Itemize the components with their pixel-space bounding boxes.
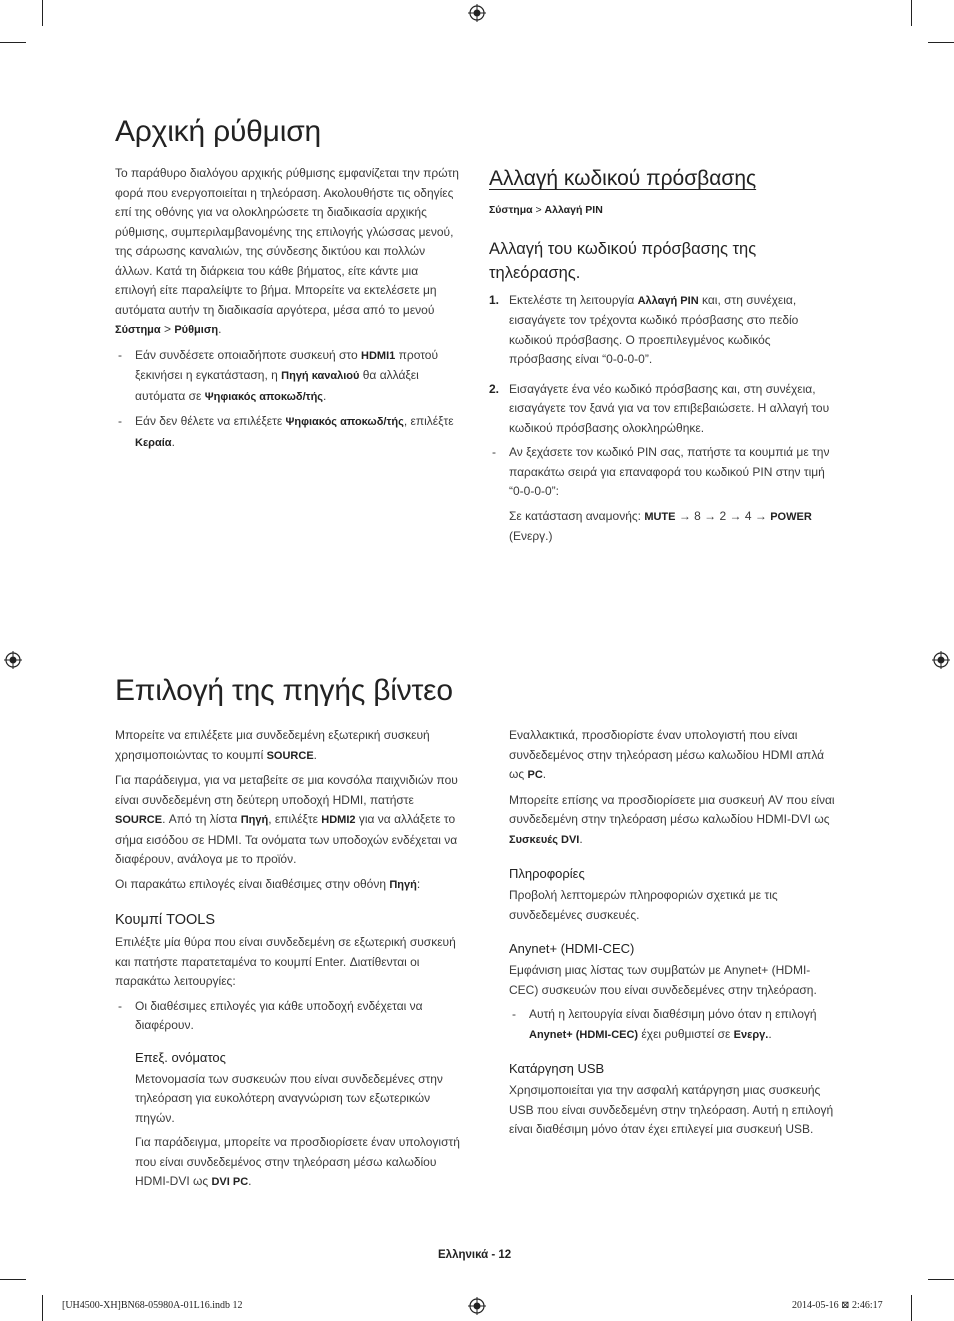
registration-mark-icon xyxy=(468,1297,486,1315)
crop-mark xyxy=(0,1279,26,1280)
info-heading: Πληροφορίες xyxy=(509,866,585,881)
note-antenna: - Εάν δεν θέλετε να επιλέξετε Ψηφιακός αποκωδ/τής, επιλέξτε Κεραία. xyxy=(118,414,454,449)
change-pin-subtitle: Αλλαγή του κωδικού πρόσβασης της τηλεόρασης. xyxy=(489,239,757,282)
tools-heading: Κουμπί TOOLS xyxy=(115,912,215,928)
page-title-initial-setup: Αρχική ρύθμιση xyxy=(115,115,322,148)
print-slug-right: 2014-05-16 ⊠ 2:46:17 xyxy=(792,1300,883,1311)
usb-heading: Κατάργηση USB xyxy=(509,1061,605,1076)
crop-mark xyxy=(911,0,912,26)
crop-mark xyxy=(42,0,43,26)
video-source-left-column xyxy=(115,726,460,1198)
info-description: Προβολή λεπτομερών πληροφοριών σχετικά με τις συνδεδεμένες συσκευές. xyxy=(509,888,778,922)
tools-note: - Οι διαθέσιμες επιλογές για κάθε υποδοχή ενδέχεται να διαφέρουν. xyxy=(118,998,423,1032)
page-title-video-source: Επιλογή της πηγής βίντεο xyxy=(115,674,453,707)
initial-setup-intro: Το παράθυρο διαλόγου αρχικής ρύθμισης εμφανίζεται την πρώτη φορά που ενεργοποιείται η τηλεόραση. Ακολουθήστε τις οδηγίες επί της οθόνης για να ολοκληρώσετε τη διαδικασία αρχικής ρύθμισης, συμπεριλαμβανομένης της επιλογής γλώσσας μενού, της σάρωσης καναλιών, της σύνδεσης δικτύου και πολλών άλλων. Κατά τη διάρκεια του κάθε βήματος, είτε κάντε μια επιλογή είτε παραλείψτε το βήμα. Μπορείτε να εκτελέσετε μη αυτόματα αυτήν τη διαδικασία αργότερα, μέσα από το μενού Σύστημα > Ρύθμιση. xyxy=(115,166,459,336)
print-slug-left: [UH4500-XH]BN68-05980A-01L16.indb 12 xyxy=(62,1300,243,1311)
edit-name-block xyxy=(115,1048,460,1193)
crop-mark xyxy=(911,1295,912,1321)
initial-setup-column xyxy=(115,164,460,458)
crop-mark xyxy=(928,42,954,43)
edit-name-description: Μετονομασία των συσκευών που είναι συνδεδεμένες στην τηλεόραση για ευκολότερη αναγνώριση των εξωτερικών πηγών. xyxy=(135,1071,443,1125)
alt-pc: Εναλλακτικά, προσδιορίστε έναν υπολογιστή που είναι συνδεδεμένος στην τηλεόραση μέσω καλωδίου HDMI απλά ως PC. xyxy=(509,728,825,781)
anynet-heading: Anynet+ (HDMI-CEC) xyxy=(509,941,635,956)
video-source-right-column xyxy=(509,726,839,1145)
source-example: Για παράδειγμα, για να μεταβείτε σε μια κονσόλα παιχνιδιών που είναι συνδεδεμένη στη δεύτερη υποδοχή HDMI, πατήστε SOURCE. Από τη λίστα Πηγή, επιλέξτε HDMI2 για να αλλάξετε το σήμα εισόδου σε HDMI. Τα ονόματα των υποδοχών ενδέχεται να διαφέρουν, ανάλογα με το προϊόν. xyxy=(115,773,458,866)
registration-mark-icon xyxy=(4,651,22,669)
change-pin-heading: Αλλαγή κωδικού πρόσβασης xyxy=(489,167,757,190)
anynet-description: Εμφάνιση μιας λίστας των συμβατών με Anynet+ (HDMI-CEC) συσκευών που είναι συνδεδεμένες στην τηλεόραση. xyxy=(509,963,817,997)
page-number: Ελληνικά - 12 xyxy=(438,1249,512,1261)
step-1: 1. Εκτελέστε τη λειτουργία Αλλαγή PIN και, στη συνέχεια, εισαγάγετε τον τρέχοντα κωδικό πρόσβασης στο πεδίο κωδικού πρόσβασης. Ο προεπιλεγμένος κωδικός πρόσβασης είναι “0-0-0-0”. xyxy=(489,292,799,366)
breadcrumb: Σύστημα > Αλλαγή PIN xyxy=(489,204,603,216)
edit-name-heading: Επεξ. ονόματος xyxy=(135,1049,226,1065)
usb-description: Χρησιμοποιείται για την ασφαλή κατάργηση μιας συσκευής USB που είναι συνδεδεμένη στην τηλεόραση. Αυτή η επιλογή είναι διαθέσιμη μόνο όταν έχει επιλεγεί μια συσκευή USB. xyxy=(509,1083,834,1136)
source-options-intro: Οι παρακάτω επιλογές είναι διαθέσιμες στην οθόνη Πηγή: xyxy=(115,876,421,891)
registration-mark-icon xyxy=(468,4,486,22)
standby-sequence: Σε κατάσταση αναμονής: MUTE → 8 → 2 → 4 → POWER (Ενεργ.) xyxy=(509,508,812,543)
tools-description: Επιλέξτε μία θύρα που είναι συνδεδεμένη σε εξωτερική συσκευή και πατήστε παρατεταμένα το κουμπί Enter. Διατίθενται οι παρακάτω λειτουργίες: xyxy=(115,935,456,988)
registration-mark-icon xyxy=(932,651,950,669)
edit-name-example: Για παράδειγμα, μπορείτε να προσδιορίσετε έναν υπολογιστή που είναι συνδεδεμένος στην τηλεόραση μέσω καλωδίου HDMI-DVI ως DVI PC. xyxy=(135,1135,460,1188)
note-forgot-pin: - Αν ξεχάσετε τον κωδικό PIN σας, πατήστε τα κουμπιά με την παρακάτω σειρά για επαναφορά του κωδικού PIN στην τιμή “0-0-0-0”: xyxy=(492,445,830,498)
alt-dvi: Μπορείτε επίσης να προσδιορίσετε μια συσκευή AV που είναι συνδεδεμένη στην τηλεόραση μέσω καλωδίου HDMI-DVI ως Συσκευές DVI. xyxy=(509,792,835,846)
step-2: 2. Εισαγάγετε ένα νέο κωδικό πρόσβασης και, στη συνέχεια, εισαγάγετε τον ξανά για να τον επιβεβαιώσετε. Η αλλαγή του κωδικού πρόσβασης ολοκληρώθηκε. xyxy=(489,381,830,435)
crop-mark xyxy=(42,1295,43,1321)
crop-mark xyxy=(928,1279,954,1280)
note-hdmi1: - Εάν συνδέσετε οποιαδήποτε συσκευή στο HDMI1 προτού ξεκινήσει η εγκατάσταση, η Πηγή καναλιού θα αλλάξει αυτόματα σε Ψηφιακός αποκωδ/τής. xyxy=(118,347,438,403)
anynet-note: - Αυτή η λειτουργία είναι διαθέσιμη μόνο όταν η επιλογή Anynet+ (HDMI-CEC) έχει ρυθμιστεί σε Ενεργ.. xyxy=(512,1007,817,1041)
source-intro: Μπορείτε να επιλέξετε μια συνδεδεμένη εξωτερική συσκευή χρησιμοποιώντας το κουμπί SOURCE. xyxy=(115,728,430,762)
change-pin-column xyxy=(489,166,834,547)
crop-mark xyxy=(0,42,26,43)
